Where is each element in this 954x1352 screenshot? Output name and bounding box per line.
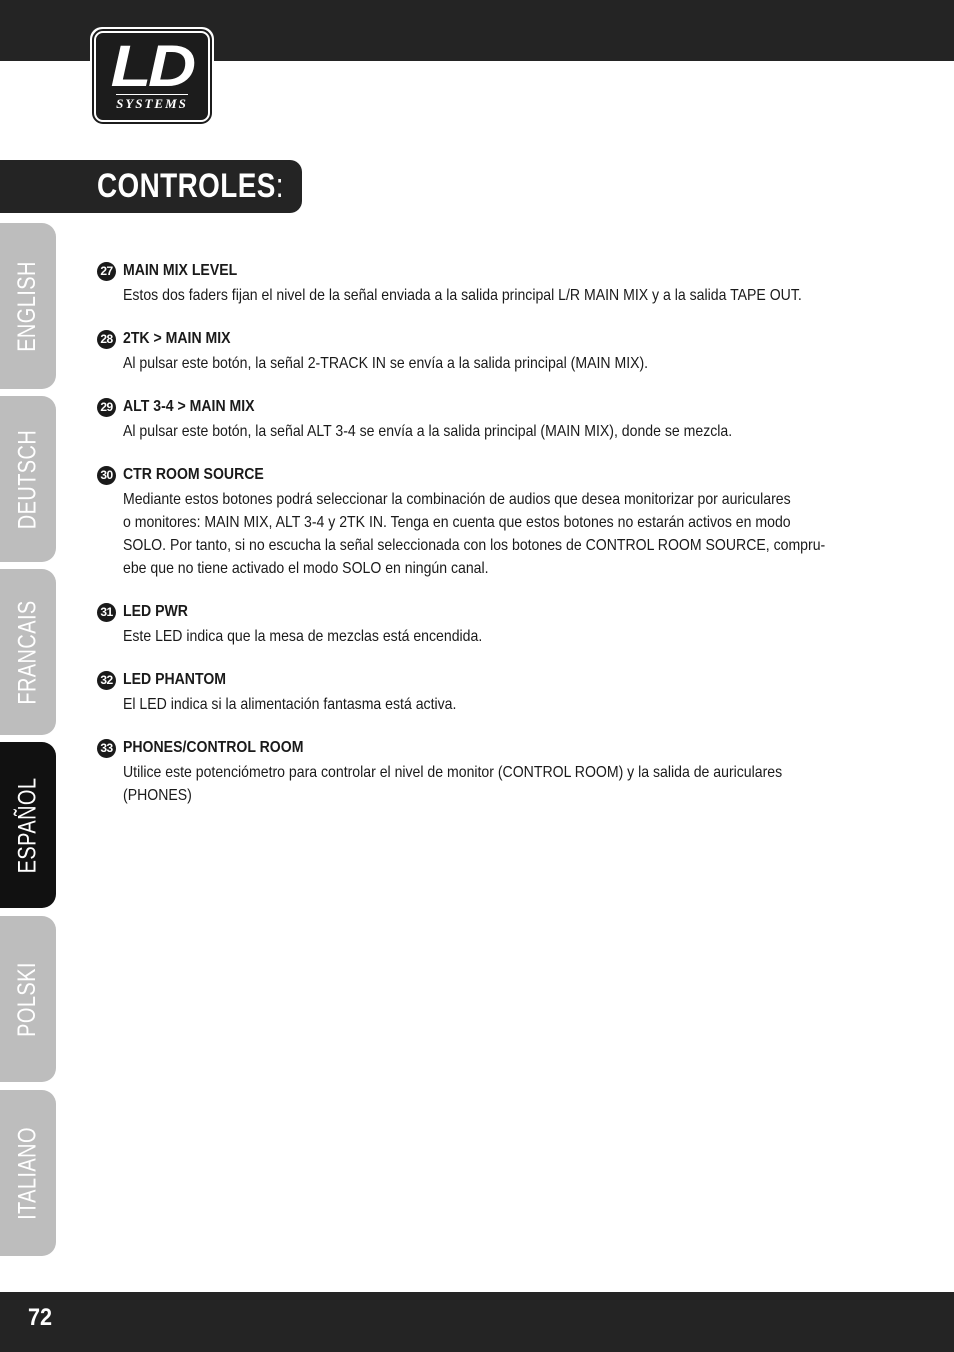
bottom-footer-bar [0,1292,954,1352]
item-title: MAIN MIX LEVEL [123,262,238,279]
item-description: Al pulsar este botón, la señal 2-TRACK IN se envía a la salida principal (MAIN MIX). [123,355,649,372]
tab-polski-label: POLSKI [13,961,42,1037]
item-title: PHONES/CONTROL ROOM [123,739,304,756]
page-title [97,167,284,206]
page-title-text: CONTROLES [97,167,276,205]
list-item [97,465,857,580]
page-title-colon: : [275,167,284,205]
item-description: El LED indica si la alimentación fantasma está activa. [123,696,457,713]
tab-english[interactable] [0,223,56,389]
page-number: 72 [28,1304,53,1331]
item-description: Al pulsar este botón, la señal ALT 3-4 se envía a la salida principal (MAIN MIX), donde se mezcla. [123,423,733,440]
item-number-badge: 30 [97,466,116,485]
ld-systems-logo [90,27,214,126]
item-description: Este LED indica que la mesa de mezclas está encendida. [123,628,483,645]
item-number-badge: 29 [97,398,116,417]
item-number-badge: 32 [97,671,116,690]
item-number-badge: 27 [97,262,116,281]
tab-deutsch[interactable] [0,396,56,562]
section-title-bar [0,160,302,213]
item-number-badge: 28 [97,330,116,349]
item-description: Estos dos faders fijan el nivel de la señal enviada a la salida principal L/R MAIN MIX y a la salida TAPE OUT. [123,287,802,304]
item-title: 2TK > MAIN MIX [123,330,231,347]
logo-badge [94,31,210,122]
item-title: ALT 3-4 > MAIN MIX [123,398,255,415]
tab-espanol[interactable] [0,742,56,908]
item-number-badge: 31 [97,603,116,622]
tab-francais-label: FRANCAIS [13,599,42,705]
tab-espanol-label: ESPAÑOL [13,777,42,873]
item-description: Mediante estos botones podrá seleccionar la combinación de audios que desea monitorizar por auriculares o monitores: MAIN MIX, ALT 3-4 y 2TK IN. Tenga en cuenta que estos botones no estarán activos en modo SOLO. Por tanto, si no escucha la señal seleccionada con los botones de CONTROL ROOM SOURCE, compru- ebe que no tiene activado el modo SOLO en ningún canal. [123,491,826,577]
item-title: LED PHANTOM [123,671,227,688]
item-description: Utilice este potenciómetro para controlar el nivel de monitor (CONTROL ROOM) y la salida de auriculares (PHONES) [123,764,783,804]
list-item [97,670,857,716]
tab-italiano[interactable] [0,1090,56,1256]
list-item [97,261,857,307]
item-number-badge: 33 [97,739,116,758]
tab-francais[interactable] [0,569,56,735]
tab-deutsch-label: DEUTSCH [13,429,42,529]
tab-english-label: ENGLISH [13,260,42,352]
list-item [97,738,857,807]
tab-polski[interactable] [0,916,56,1082]
list-item [97,329,857,375]
item-title: LED PWR [123,603,188,620]
list-item [97,397,857,443]
item-title: CTR ROOM SOURCE [123,466,264,483]
logo-subtitle: SYSTEMS [116,95,188,111]
list-item [97,602,857,648]
tab-italiano-label: ITALIANO [13,1126,42,1220]
logo-mark: LD [110,33,194,99]
controls-list [97,261,857,829]
